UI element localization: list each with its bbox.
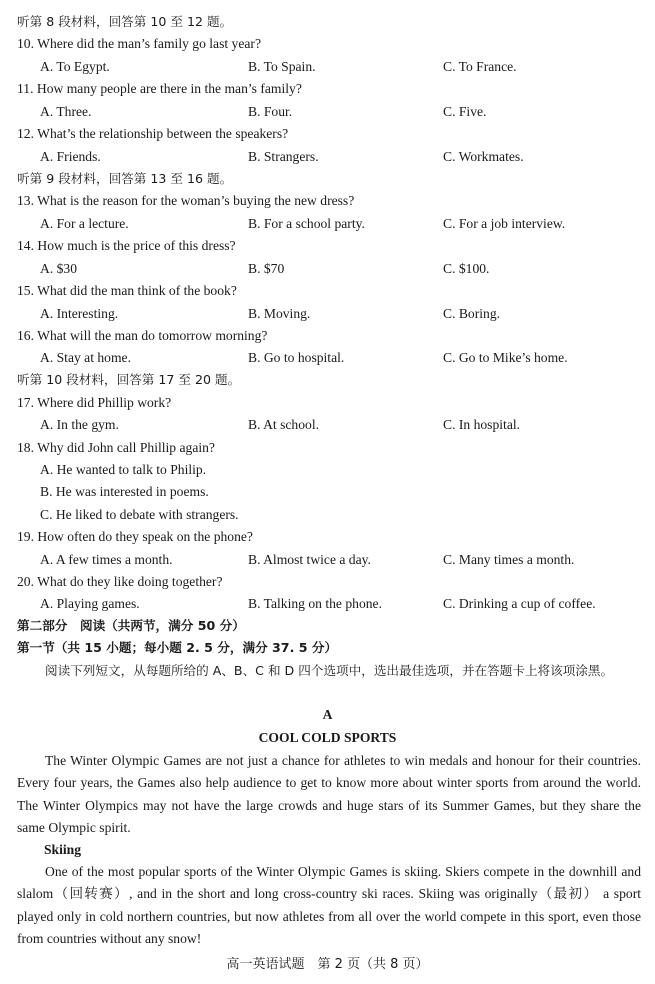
option-a: A. Three. <box>40 104 92 119</box>
option-a: A. Playing games. <box>40 596 140 611</box>
option-c: C. $100. <box>443 261 490 276</box>
option-b: B. Four. <box>248 104 293 119</box>
section-8-header: 听第 8 段材料，回答第 10 至 12 题。 <box>17 14 233 29</box>
question-20: 20. What do they like doing together? <box>17 574 223 589</box>
option-b: B. He was interested in poems. <box>40 484 209 499</box>
option-b: B. At school. <box>248 417 319 432</box>
question-11-options <box>40 101 641 123</box>
option-a: A. Interesting. <box>40 306 119 321</box>
question-10: 10. Where did the man’s family go last year? <box>17 36 261 51</box>
option-c: C. Drinking a cup of coffee. <box>443 596 596 611</box>
option-b: B. Moving. <box>248 306 311 321</box>
reading-instructions: 阅读下列短文，从每题所给的 A、B、C 和 D 四个选项中，选出最佳选项，并在答题卡上将该项涂黑。 <box>45 663 614 678</box>
question-13: 13. What is the reason for the woman’s buying the new dress? <box>17 193 355 208</box>
question-10-options <box>40 56 641 78</box>
section-10-header: 听第 10 段材料，回答第 17 至 20 题。 <box>17 372 241 387</box>
option-c: C. Workmates. <box>443 149 524 164</box>
question-14-options <box>40 258 641 280</box>
option-a: A. Friends. <box>40 149 101 164</box>
option-c: C. Go to Mike’s home. <box>443 350 568 365</box>
option-c: C. Boring. <box>443 306 501 321</box>
question-11: 11. How many people are there in the man’s family? <box>17 81 302 96</box>
option-c: C. He liked to debate with strangers. <box>40 507 239 522</box>
option-b: B. Almost twice a day. <box>248 552 371 567</box>
question-19: 19. How often do they speak on the phone? <box>17 529 253 544</box>
option-c: C. Many times a month. <box>443 552 575 567</box>
option-a: A. In the gym. <box>40 417 119 432</box>
option-b: B. Go to hospital. <box>248 350 345 365</box>
passage-letter: A <box>322 707 333 722</box>
option-b: B. To Spain. <box>248 59 316 74</box>
question-15-options <box>40 303 641 325</box>
question-13-options <box>40 213 641 235</box>
option-a: A. For a lecture. <box>40 216 129 231</box>
option-a: A. To Egypt. <box>40 59 110 74</box>
passage-title: COOL COLD SPORTS <box>258 730 397 745</box>
question-12: 12. What’s the relationship between the speakers? <box>17 126 289 141</box>
passage-paragraph-2: One of the most popular sports of the Winter Olympic Games is skiing. Skiers compete in the downhill and slalom（回转赛）, and in the short and long cross-country ski races. Skiing was originally（最初） a sport played only in cold northern countries, but now athletes from all over the world compete in this sport, even those from countries without any snow! <box>17 864 641 946</box>
question-17-options <box>40 414 641 436</box>
option-b: B. $70 <box>248 261 285 276</box>
option-c: C. To France. <box>443 59 517 74</box>
option-b: B. Talking on the phone. <box>248 596 382 611</box>
section-9-header: 听第 9 段材料，回答第 13 至 16 题。 <box>17 171 233 186</box>
question-16-options <box>40 347 641 369</box>
option-a: A. He wanted to talk to Philip. <box>40 462 207 477</box>
reading-part-header: 第二部分 阅读（共两节，满分 50 分） <box>17 618 245 633</box>
question-12-options <box>40 146 641 168</box>
option-a: A. A few times a month. <box>40 552 173 567</box>
passage-paragraph-1: The Winter Olympic Games are not just a chance for athletes to win medals and honour for their countries. Every four years, the Games also help audience to get to know more about winter sports from around the world. The Winter Olympics may not have the large crowds and huge stars of its Summer Games, but they share the same Olympic spirit. <box>17 753 641 835</box>
option-a: A. Stay at home. <box>40 350 131 365</box>
reading-section-header: 第一节（共 15 小题；每小题 2. 5 分，满分 37. 5 分） <box>17 640 338 655</box>
page-footer: 高一英语试题 第 2 页（共 8 页） <box>226 957 429 972</box>
option-c: C. For a job interview. <box>443 216 566 231</box>
question-20-options <box>40 593 641 615</box>
passage-subhead-skiing: Skiing <box>44 842 82 857</box>
question-15: 15. What did the man think of the book? <box>17 283 237 298</box>
question-14: 14. How much is the price of this dress? <box>17 238 236 253</box>
question-16: 16. What will the man do tomorrow morning? <box>17 328 268 343</box>
question-17: 17. Where did Phillip work? <box>17 395 172 410</box>
option-a: A. $30 <box>40 261 78 276</box>
option-c: C. Five. <box>443 104 487 119</box>
option-b: B. For a school party. <box>248 216 365 231</box>
question-18: 18. Why did John call Phillip again? <box>17 440 215 455</box>
question-19-options <box>40 549 641 571</box>
option-b: B. Strangers. <box>248 149 319 164</box>
option-c: C. In hospital. <box>443 417 521 432</box>
